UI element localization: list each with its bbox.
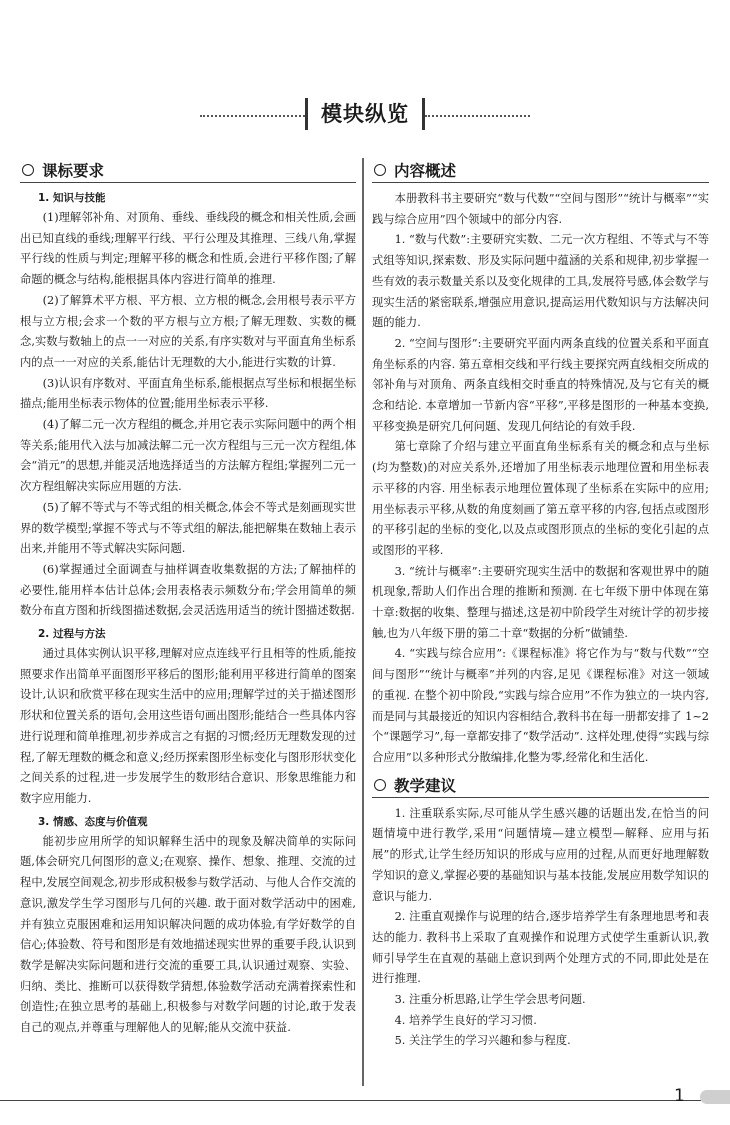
page-title: 模块纵览	[305, 98, 425, 130]
paragraph: (5)了解不等式与不等式组的相关概念,体会不等式是刻画现实世界的数学模型;掌握不等式与不等式组的解法,能把解集在数轴上表示出来,并能用不等式解决实际问题.	[20, 500, 356, 556]
paragraph: 3. 注重分析思路,让学生学会思考问题.	[394, 993, 586, 1007]
subheading: 2. 过程与方法	[38, 628, 106, 641]
left-column	[20, 158, 356, 1039]
paragraph: 第七章除了介绍与建立平面直角坐标系有关的概念和点与坐标(均为整数)的对应关系外,还增加了用坐标表示地理位置和用坐标表示平移的内容. 用坐标表示地理位置体现了坐标系在实际中的应用;用坐标表示平移,从数的角度刻画了第五章平移的内容,包括点或图形的平移引起的坐标的变化,以及点或图形顶点的坐标的变化引起的点或图形的平移.	[372, 440, 709, 557]
section-header-curriculum	[20, 158, 356, 183]
title-dotted-rule-left	[200, 115, 305, 117]
page-number: 1	[674, 1086, 685, 1106]
section-title: 课标要求	[42, 162, 105, 180]
paragraph: (1)理解邻补角、对顶角、垂线、垂线段的概念和相关性质,会画出已知直线的垂线;理解平行线、平行公理及其推理、三线八角,掌握平行线的性质与判定;理解平移的概念和性质,会进行平移作图;了解命题的概念与结构,能根据具体内容进行简单的推理.	[20, 211, 356, 287]
paragraph: 2. 注重直观操作与说理的结合,逐步培养学生有条理地思考和表达的能力. 教科书上采取了直观操作和说理方式使学生重新认识,教师引导学生在直观的基础上意识到两个处理方式的不同,即此处是在进行推理.	[372, 910, 709, 986]
section-header-teaching-suggestions	[372, 773, 709, 798]
page-edge-tab	[700, 1090, 730, 1104]
circle-bullet-icon	[374, 779, 386, 791]
paragraph: 4. 培养学生良好的学习习惯.	[394, 1013, 537, 1027]
title-dotted-rule-right	[425, 115, 530, 117]
paragraph: 3. “统计与概率”:主要研究现实生活中的数据和客观世界中的随机现象,帮助人们作出合理的推断和预测. 在七年级下册中体现在第十章:数据的收集、整理与描述,这是初中阶段学生对统计学的初步接触,也为八年级下册的第二十章“数据的分析”做铺垫.	[372, 564, 709, 640]
paragraph: 通过具体实例认识平移,理解对应点连线平行且相等的性质,能按照要求作出简单平面图形平移后的图形;能利用平移进行简单的图案设计,认识和欣赏平移在现实生活中的应用;理解学过的关于描述图形形状和位置关系的语句,会用这些语句画出图形;能结合一些具体内容进行说理和简单推理,初步养成言之有据的习惯;经历无理数发现的过程,了解无理数的概念和意义;经历探索图形坐标变化与图形形状变化之间关系的过程,进一步发展学生的数形结合意识、形象思维能力和数字应用能力.	[20, 647, 356, 805]
paragraph: 本册教科书主要研究“数与代数”“空间与图形”“统计与概率”“实践与综合应用”四个领域中的部分内容.	[372, 192, 709, 226]
subheading: 3. 情感、态度与价值观	[38, 815, 148, 828]
circle-bullet-icon	[374, 164, 386, 176]
circle-bullet-icon	[22, 164, 34, 176]
section-title: 内容概述	[394, 162, 457, 180]
footer-rule	[0, 1100, 730, 1101]
paragraph: 能初步应用所学的知识解释生活中的现象及解决简单的实际问题,体会研究几何图形的意义;在观察、操作、想象、推理、交流的过程中,发展空间观念,初步形成积极参与数学活动、与他人合作交流的意识,激发学生学习图形与几何的兴趣. 敢于面对数学活动中的困难,并有独立克服困难和运用知识解决问题的成功体验,有学好数学的自信心;体验数、符号和图形是有效地描述现实世界的重要手段,认识到数学是解决实际问题和进行交流的重要工具,认识通过观察、实验、归纳、类比、推断可以获得数学猜想,体验数学活动充满着探索性和创造性;在独立思考的基础上,积极参与对数学问题的讨论,敢于发表自己的观点,并尊重与理解他人的见解;能从交流中获益.	[20, 834, 356, 1035]
paragraph: 4. “实践与综合应用”:《课程标准》将它作为与“数与代数”“空间与图形”“统计与概率”并列的内容,足见《课程标准》对这一领域的重视. 在整个初中阶段,“实践与综合应用”不作为独立的一块内容,而是同与其最接近的知识内容相结合,教科书在每一册都安排了 1~2 个“课题学习”,每一章都安排了“数学活动”. 这样处理,使得“实践与综合应用”以多种形式分散编排,化整为零,经常化和生活化.	[372, 647, 709, 764]
section-title: 教学建议	[394, 776, 457, 795]
module-overview-title	[0, 98, 730, 132]
paragraph: (4)了解二元一次方程组的概念,并用它表示实际问题中的两个相等关系;能用代入法与加减法解二元一次方程组与三元一次方程组,体会“消元”的思想,并能灵活地选择适当的方法解方程组;掌握列二元一次方程组解决实际应用题的方法.	[20, 418, 356, 494]
section-header-content-overview	[372, 158, 709, 183]
paragraph: (6)掌握通过全面调查与抽样调查收集数据的方法;了解抽样的必要性,能用样本估计总体;会用表格表示频数分布;学会用简单的频数分布直方图和折线图描述数据,会灵活选用适当的统计图描述数据.	[20, 562, 356, 618]
paragraph: 2. “空间与图形”:主要研究平面内两条直线的位置关系和平面直角坐标系的内容. 第五章相交线和平行线主要探究两直线相交所成的邻补角与对顶角、两条直线相交时垂直的特殊情况,及与它有关的概念和结论. 本章增加一节新内容“平移”,平移是图形的一种基本变换,平移变换是研究几何问题、发现几何结论的有效手段.	[372, 336, 709, 433]
paragraph: (2)了解算术平方根、平方根、立方根的概念,会用根号表示平方根与立方根;会求一个数的平方根与立方根;了解无理数、实数的概念,实数与数轴上的点一一对应的关系,有序实数对与平面直角坐标系内的点一一对应的关系,能估计无理数的大小,能进行实数的计算.	[20, 293, 356, 369]
paragraph: (3)认识有序数对、平面直角坐标系,能根据点写坐标和根据坐标描点;能用坐标表示物体的位置;能用坐标表示平移.	[20, 376, 356, 411]
paragraph: 1. “数与代数”:主要研究实数、二元一次方程组、不等式与不等式组等知识,探索数、形及实际问题中蕴涵的关系和规律,初步掌握一些有效的表示数量关系以及变化规律的工具,发展符号感,体会数学与现实生活的紧密联系,增强应用意识,提高运用代数知识与方法解决问题的能力.	[372, 233, 709, 330]
right-column	[372, 158, 709, 1052]
subheading: 1. 知识与技能	[38, 192, 106, 204]
column-divider	[362, 158, 364, 1086]
paragraph: 1. 注重联系实际,尽可能从学生感兴趣的话题出发,在恰当的问题情境中进行教学,采用“问题情境—建立模型—解释、应用与拓展”的形式,让学生经历知识的形成与应用的过程,从而更好地理解数学知识的意义,掌握必要的基础知识与基本技能,发展应用数学知识的意识与能力.	[372, 806, 709, 903]
paragraph: 5. 关注学生的学习兴趣和参与程度.	[394, 1034, 571, 1048]
